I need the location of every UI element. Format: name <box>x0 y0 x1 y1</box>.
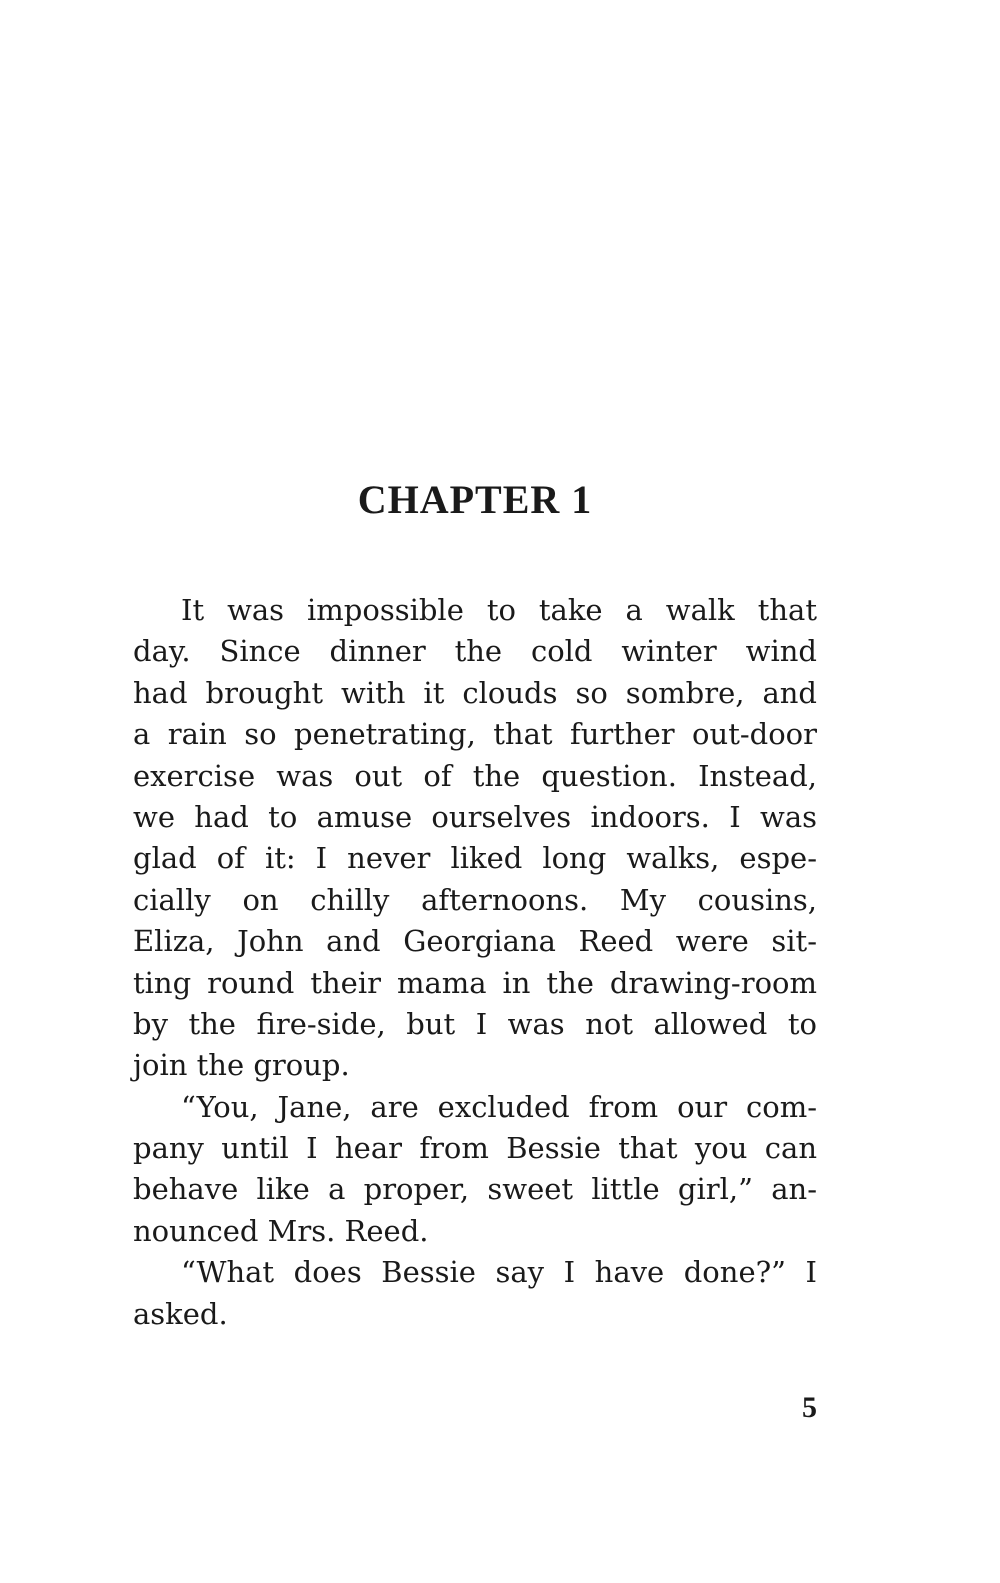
chapter-title: CHAPTER 1 <box>357 477 593 522</box>
text-line: pany until I hear from Bessie that you can <box>133 1131 817 1166</box>
text-line: ting round their mama in the drawing-room <box>133 965 817 1000</box>
page-number: 5 <box>802 1391 817 1424</box>
text-line: join the group. <box>133 1048 350 1083</box>
text-line: behave like a proper, sweet little girl,” an- <box>133 1172 817 1207</box>
text-line: had brought with it clouds so sombre, and <box>133 675 817 710</box>
text-line: glad of it: I never liked long walks, espe- <box>133 841 817 876</box>
text-line: exercise was out of the question. Instead, <box>133 758 817 793</box>
text-line: It was impossible to take a walk that <box>181 593 817 627</box>
text-line: “What does Bessie say I have done?” I <box>181 1255 817 1290</box>
text-line: by the fire-side, but I was not allowed to <box>133 1006 817 1041</box>
text-line: “You, Jane, are excluded from our com- <box>181 1089 817 1124</box>
text-line: asked. <box>133 1296 228 1331</box>
text-line: a rain so penetrating, that further out-door <box>133 717 817 752</box>
chapter-body <box>133 590 817 1335</box>
text-line: we had to amuse ourselves indoors. I was <box>133 799 817 834</box>
text-line: cially on chilly afternoons. My cousins, <box>133 882 817 917</box>
text-line: nounced Mrs. Reed. <box>133 1213 429 1248</box>
text-line: day. Since dinner the cold winter wind <box>133 634 817 669</box>
text-line: Eliza, John and Georgiana Reed were sit- <box>133 924 817 959</box>
